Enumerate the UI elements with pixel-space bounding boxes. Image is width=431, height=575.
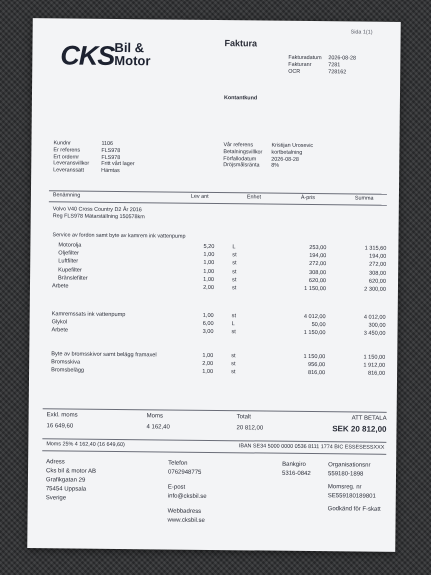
- row-sum: 4 012,00: [363, 314, 386, 321]
- invoice-meta: [288, 55, 356, 77]
- logo-name: [114, 41, 150, 67]
- exkl-label: Exkl. moms: [46, 412, 78, 419]
- row-qty: 6,00: [202, 321, 214, 328]
- row-price: 272,00: [309, 261, 327, 268]
- row-qty: 1,00: [202, 312, 214, 320]
- row-sum: 272,00: [369, 262, 387, 269]
- logo-brand: CKS: [60, 40, 115, 71]
- row-sum: 1 315,60: [364, 245, 387, 252]
- bankgiro-value: 5316-0842: [281, 470, 311, 478]
- info-value: 2026-08-28: [271, 156, 299, 163]
- info-value: FLS978: [101, 154, 121, 161]
- moms-label: Moms: [146, 413, 163, 420]
- phone-label: Telefon: [168, 460, 188, 467]
- footer-contact: [167, 460, 206, 526]
- row-sum: 620,00: [368, 278, 387, 285]
- footer-bankgiro: [282, 461, 311, 479]
- row-price: 1 150,00: [304, 285, 326, 293]
- row-qty: 1,00: [203, 268, 215, 275]
- meta-row: [288, 69, 356, 77]
- row-price: 620,00: [308, 277, 327, 285]
- info-label: Leveranssätt: [53, 167, 85, 174]
- meta-value: 2026-08-28: [328, 55, 356, 62]
- row-unit: st: [231, 313, 237, 320]
- row-price: 956,00: [308, 362, 326, 369]
- row-sum: 1 912,00: [363, 362, 386, 370]
- pay-value: SEK 20 812,00: [332, 424, 387, 434]
- row-unit: st: [231, 329, 236, 336]
- row-desc: Oljefilter: [58, 250, 79, 257]
- address-line: Sverige: [45, 495, 67, 502]
- info-value: 8%: [271, 162, 280, 170]
- row-sum: 816,00: [367, 371, 386, 378]
- row-price: 4 012,00: [303, 314, 326, 321]
- invoice-paper: [27, 18, 401, 552]
- row-qty: 1,00: [203, 276, 215, 283]
- address-label: Adress: [46, 459, 65, 466]
- bank-line: IBAN SE34 5000 0000 0536 8111 1774 BIC ESSESESSXXX: [238, 443, 385, 451]
- info-label: Betalningsvillkor: [223, 148, 263, 156]
- exkl-value: 16 649,60: [46, 423, 74, 430]
- total-value: 20 812,00: [236, 425, 264, 432]
- items-table-2: [51, 310, 385, 338]
- row-sum: 300,00: [368, 322, 386, 330]
- org-value: 559180-1898: [327, 471, 364, 478]
- info-label: Leveransvillkor: [53, 160, 90, 168]
- col-sum: Summa: [354, 195, 374, 202]
- row-unit: st: [232, 260, 237, 267]
- col-unit: Enhet: [246, 194, 262, 201]
- totals-block: [46, 412, 386, 438]
- row-desc: Bromsbelägg: [51, 367, 85, 375]
- row-unit: st: [231, 285, 237, 292]
- customer-info: [53, 140, 135, 175]
- info-value: Hämtas: [101, 168, 120, 175]
- meta-value: 728162: [328, 69, 347, 76]
- row-sum: 194,00: [369, 253, 387, 261]
- col-price: À-pris: [300, 194, 316, 202]
- row-desc: Luftfilter: [58, 258, 79, 266]
- footer-address: [46, 458, 96, 504]
- org-label: Organisationsnr: [328, 462, 371, 469]
- row-desc: Bromsskiva: [51, 359, 81, 366]
- contact-label: Kontantkund: [223, 95, 258, 102]
- address-line: Cks bil & motor AB: [46, 468, 97, 475]
- vat-reg-value: SE559180189801: [327, 493, 376, 500]
- address-line: Grafikgatan 29: [45, 477, 86, 484]
- info-value: FLS978: [101, 147, 121, 154]
- info-value: Kristijan Urosevic: [271, 142, 314, 150]
- row-qty: 1,00: [202, 369, 214, 376]
- seller-info: [223, 142, 313, 170]
- document-title: Faktura: [224, 38, 258, 49]
- row-price: 1 150,00: [303, 354, 326, 361]
- row-qty: 2,00: [202, 361, 214, 368]
- phone-value[interactable]: 0762948775: [168, 469, 202, 476]
- row-unit: st: [232, 268, 237, 275]
- row-qty: 1,00: [203, 260, 215, 267]
- info-value: 1106: [101, 140, 114, 147]
- vat-reg-label: Momsreg. nr: [327, 484, 362, 491]
- row-unit: L: [231, 321, 235, 328]
- row-unit: st: [232, 252, 237, 259]
- row-desc: Byte av bromsskivor samt belägg framaxel: [51, 351, 157, 359]
- info-label: Kundnr: [53, 140, 71, 147]
- info-label: Ert ordernr: [53, 153, 80, 161]
- col-qty: Lev ant: [190, 193, 209, 200]
- items-table-3: [51, 350, 385, 378]
- row-qty: 2,00: [203, 284, 214, 292]
- info-label: Vår referens: [223, 142, 254, 149]
- row-price: 50,00: [311, 322, 326, 329]
- row-desc: Bränslefilter: [58, 275, 88, 282]
- row-price: 1 150,00: [303, 330, 326, 337]
- row-sum: 308,00: [368, 270, 387, 277]
- row-unit: st: [231, 353, 236, 360]
- row-desc: Glykol: [51, 319, 68, 326]
- row-unit: st: [232, 277, 237, 284]
- address-line: 75454 Uppsala: [45, 486, 87, 493]
- email-label: E-post: [167, 484, 186, 491]
- total-label: Totalt: [236, 414, 251, 421]
- meta-label: OCR: [288, 69, 301, 76]
- vehicle-model: Volvo V40 Cross Country D2 År 2016: [52, 206, 142, 214]
- logo-line2: Motor: [114, 52, 151, 69]
- row-desc: Kamremssats ink vattenpump: [51, 311, 126, 319]
- row-qty: 1,00: [202, 352, 214, 360]
- row-sum: 2 300,00: [364, 286, 386, 293]
- bankgiro-label: Bankgiro: [282, 461, 306, 468]
- row-sum: 1 150,00: [363, 354, 386, 361]
- footer-divider: [42, 450, 386, 455]
- row-price: 194,00: [309, 253, 327, 260]
- email-value[interactable]: info@cksbil.se: [167, 493, 207, 500]
- info-label: Dröjsmålsränta: [223, 162, 260, 169]
- row-qty: 5,20: [203, 243, 215, 251]
- row-desc: Motorolja: [58, 242, 82, 249]
- vehicle-info: [53, 206, 145, 221]
- row-unit: L: [232, 244, 236, 251]
- web-value[interactable]: www.cksbil.se: [167, 517, 205, 524]
- row-unit: st: [231, 369, 236, 376]
- footer-org: [328, 461, 382, 515]
- row-desc: Arbete: [51, 327, 69, 334]
- vehicle-reg: Reg FLS978 Mätarställning 150578km: [52, 213, 145, 221]
- logo-line1: Bil &: [114, 39, 145, 56]
- row-qty: 3,00: [202, 329, 214, 336]
- row-price: 816,00: [307, 370, 326, 377]
- ftax-note: Godkänd för F-skatt: [327, 506, 381, 513]
- info-value: kortbetalning: [271, 149, 303, 156]
- meta-label: Fakturanr: [288, 61, 312, 69]
- web-label: Webbadress: [167, 508, 202, 515]
- row-unit: st: [231, 361, 236, 368]
- row-price: 308,00: [308, 269, 327, 276]
- info-value: Fritt vårt lager: [101, 161, 135, 168]
- row-qty: 1,00: [203, 252, 215, 259]
- info-label: Förfallodatum: [223, 155, 257, 163]
- meta-label: Fakturadatum: [288, 54, 322, 62]
- section-heading: Service av fordon samt byte av kamrem ink vattenpump: [52, 232, 186, 240]
- row-price: 253,00: [309, 245, 327, 252]
- page-number: Sida 1(1): [350, 29, 373, 36]
- info-label: Er referens: [53, 147, 81, 154]
- pay-label: ATT BETALA: [351, 415, 387, 422]
- row-desc: Kupefilter: [58, 267, 82, 274]
- col-desc: Benämning: [52, 192, 81, 199]
- row-sum: 3 450,00: [363, 331, 386, 338]
- moms-value: 4 162,40: [146, 424, 170, 431]
- row-desc: Arbete: [51, 283, 69, 290]
- items-table-1: [52, 241, 386, 294]
- vat-line: Moms 25% 4 162,40 (16 649,60): [46, 441, 125, 449]
- meta-value: 7281: [328, 62, 341, 69]
